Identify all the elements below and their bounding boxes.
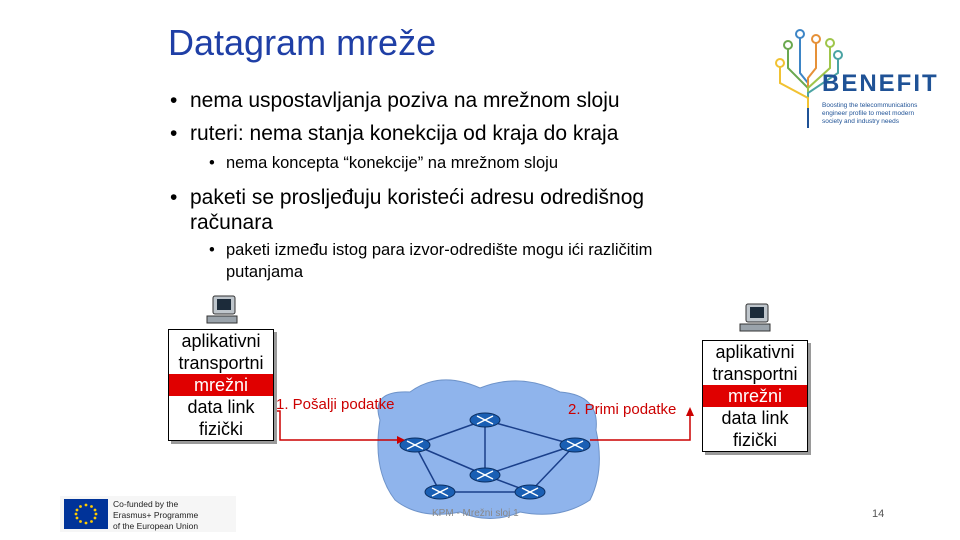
- sub-bullet-1: • nema koncepta “konekcije” na mrežnom sloju: [226, 154, 558, 173]
- layer-transport: transportni: [178, 353, 264, 373]
- bullet-1: • nema uspostavljanja poziva na mrežnom sloju: [190, 89, 620, 113]
- computer-icon: [205, 294, 241, 326]
- sub-bullet-2: • paketi između istog para izvor-odredište mogu ići različitim: [226, 241, 652, 260]
- bullet-3-continuation: računara: [190, 211, 273, 234]
- computer-icon: [738, 302, 774, 334]
- bullet-2: • ruteri: nema stanja konekcija od kraja do kraja: [190, 122, 618, 146]
- source-protocol-stack: [168, 329, 274, 441]
- router-icon: [515, 485, 545, 499]
- router-icon: [560, 438, 590, 452]
- layer-application: aplikativni: [715, 342, 795, 362]
- destination-protocol-stack: [702, 340, 808, 452]
- router-icon: [470, 468, 500, 482]
- layer-physical: fizički: [733, 430, 777, 450]
- layer-network: mrežni: [169, 374, 273, 396]
- receive-data-label: 2. Primi podatke: [568, 401, 677, 418]
- layer-application: aplikativni: [181, 331, 261, 351]
- router-icon: [470, 413, 500, 427]
- router-icon: [425, 485, 455, 499]
- layer-physical: fizički: [199, 419, 243, 439]
- send-data-label: 1. Pošalji podatke: [276, 396, 395, 413]
- page-number: 14: [872, 508, 885, 520]
- eu-cofunding-text: Co-funded by the Erasmus+ Programme of the European Union: [113, 499, 199, 531]
- slide-footer: KPM - Mrežni sloj 1: [432, 508, 519, 519]
- slide-title: Datagram mreže: [168, 22, 437, 63]
- layer-data-link: data link: [187, 397, 255, 417]
- benefit-tagline: Boosting the telecommunications engineer profile to meet modern society and industry needs: [822, 102, 918, 125]
- layer-transport: transportni: [712, 364, 798, 384]
- eu-flag-icon: [64, 499, 108, 529]
- sub-bullet-2-continuation: putanjama: [226, 263, 304, 281]
- bullet-3: • paketi se prosljeđuju koristeći adresu odredišnog: [190, 186, 644, 210]
- layer-data-link: data link: [721, 408, 789, 428]
- benefit-wordmark: BENEFIT: [822, 70, 939, 97]
- layer-network: mrežni: [703, 385, 807, 407]
- receive-arrowhead: [686, 407, 694, 416]
